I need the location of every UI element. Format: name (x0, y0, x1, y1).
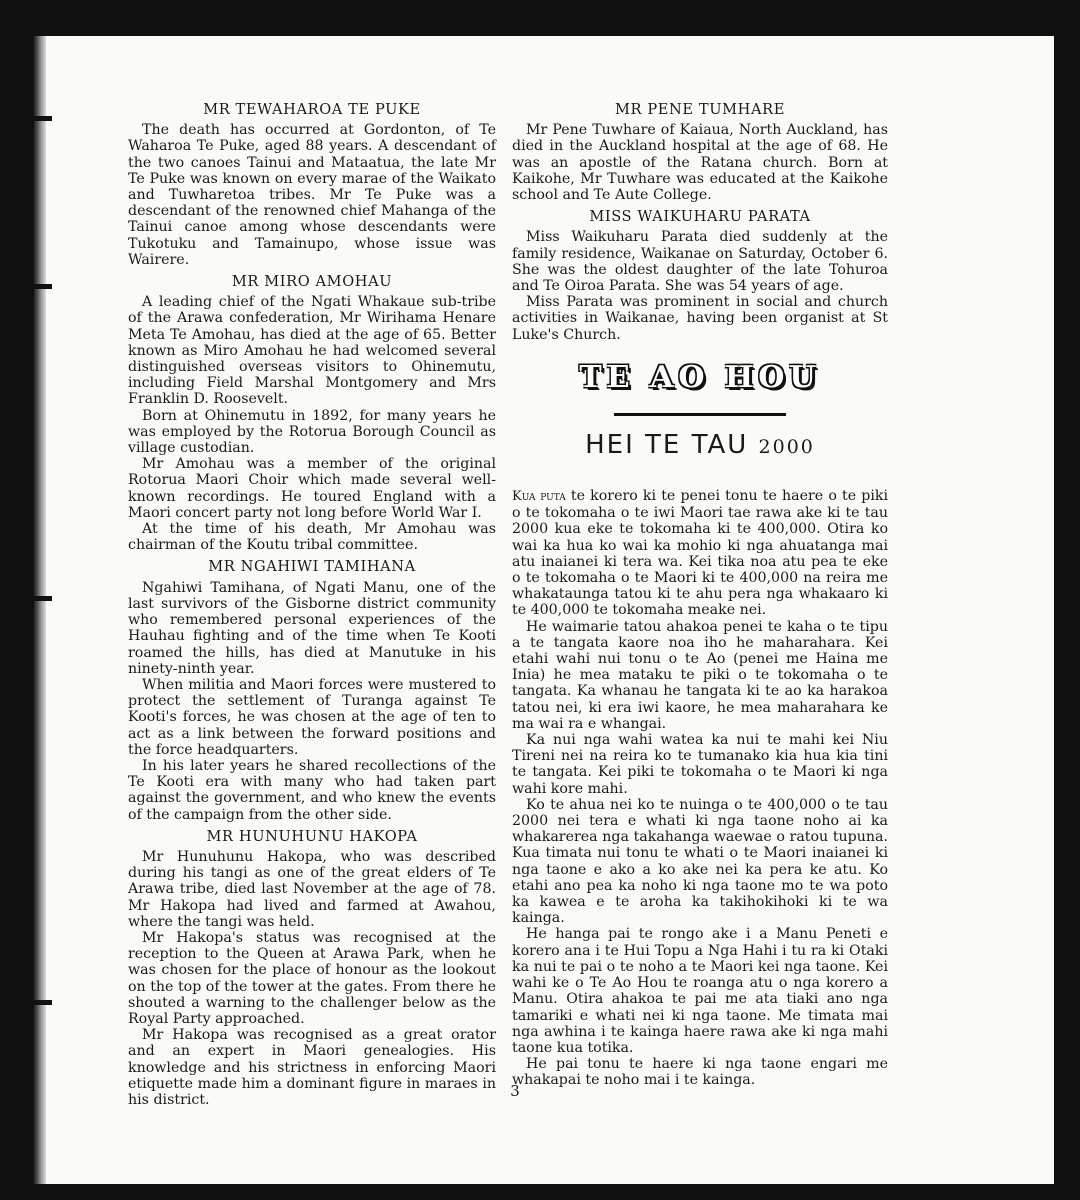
article-paragraph (512, 488, 888, 619)
lead-word: Kua puta (512, 489, 566, 504)
article-paragraph: He hanga pai te rongo ake i a Manu Peneti e korero ana i te Hui Topu a Nga Hahi i tu ra ki Otaki ka nui te pai o te noho a te Maori kei nga taone. Kei wahi ke o Te Ao Hou te roanga atu o nga korero a Manu. Otira ahakoa te pai me ata tiaki ano nga tamariki e whati nei ki nga taone. Me timata mai nga awhina i te kainga haere rawa ake ki nga mahi taone kua totika. (512, 926, 888, 1056)
obituary-heading: MR MIRO AMOHAU (231, 273, 393, 291)
headline-year: 2000 (758, 436, 815, 458)
article-paragraph: He waimarie tatou ahakoa penei te kaha o te tipu a te tangata kaore noa iho he maharahara. Kei etahi wahi nui tonu o te Ao (penei me Haina me Inia) he mea mataku te piki o te tokomaha o te tangata. Ka whanau he tangata ki te ao ka harakoa tatou nei, ki era iwi kaore, he mea maharahara ke ma wai ra e whangai. (512, 618, 888, 732)
obituary-paragraph: Mr Hunuhunu Hakopa, who was described during his tangi as one of the great elders of Te Arawa tribe, died last November at the age of 78. Mr Hakopa had lived and farmed at Awahou, where the tangi was held. (128, 848, 496, 930)
binding-edge (34, 36, 46, 1184)
obituary-heading: MR TEWAHAROA TE PUKE (203, 101, 421, 118)
lead-text: te korero ki te penei tonu te haere o te piki o te tokomaha o te iwi Maori tae rawa ake ki te tau 2000 kua eke te tokomaha ki te 400,000. Otira ko wai ka hua ko wai ka mohio ki nga ahuatanga mai atu inaianei ki tera wa. Kei tika noa atu pea te eke o te tokomaha o te Maori ki te 400,000 na reira me whakataunga tatou ki te ahu pera nga whakaaro ki te 400,000 te tokomaha meake nei. (512, 488, 888, 619)
masthead-block (512, 360, 888, 460)
binding-mark (24, 596, 52, 601)
obituary-heading: MR PENE TUMHARE (615, 101, 785, 118)
obituary-paragraph: Mr Hakopa's status was recognised at the reception to the Queen at Arawa Park, when he was chosen for the place of honour as the lookout on the top of the tower at the gates. From there he shouted a warning to the challenger below as the Royal Party approached. (128, 929, 496, 1027)
obituary-paragraph: Mr Hakopa was recognised as a great orator and an expert in Maori genealogies. His knowledge and his strictness in enforcing Maori etiquette made him a dominant figure in maraes in his district. (128, 1027, 496, 1108)
right-column (512, 96, 888, 343)
binding-mark (24, 284, 52, 289)
left-column (128, 96, 496, 1108)
article-paragraph: Ko te ahua nei ko te nuinga o te 400,000 o te tau 2000 nei tera e whati ki nga taone noho ai ka whakarerea nga takahanga waewae o ratou tupuna. Kua timata nui tonu te whati o te Maori inaianei ki nga taone e ako a ko ake nei ka pera ke atu. Ko etahi ano pea ka noho ki nga taone mo te wa poto ka kawea e te aroha ka takihokihoki ki te wa kainga. (512, 796, 888, 927)
obituary-paragraph: The death has occurred at Gordonton, of Te Waharoa Te Puke, aged 88 years. A descendant of the two canoes Tainui and Mataatua, the late Mr Te Puke was known on every marae of the Waikato and Tuwharetoa tribes. Mr Te Puke was a descendant of the renowned chief Mahanga of the Tainui canoe among whose descendants were Tukotuku and Tamainupo, whose issue was Wairere. (128, 122, 496, 268)
headline-text: HEI TE TAU (585, 430, 749, 460)
obituary-paragraph: Mr Amohau was a member of the original Rotorua Maori Choir which made several well-known recordings. He toured England with a Maori concert party not long before World War I. (128, 456, 496, 521)
article-paragraph: He pai tonu te haere ki nga taone engari me whakapai te noho mai i te kainga. (512, 1056, 888, 1089)
obituary-paragraph: Born at Ohinemutu in 1892, for many years he was employed by the Rotorua Borough Council as village custodian. (128, 407, 496, 457)
obituary-paragraph: In his later years he shared recollections of the Te Kooti era with many who had taken part against the government, and who knew the events of the campaign from the other side. (128, 757, 496, 823)
article-body (512, 488, 888, 1089)
page-number: 3 (510, 1082, 520, 1100)
article-paragraph: Ka nui nga wahi watea ka nui te mahi kei Niu Tireni nei na reira ko te tumanako kia hua kia tini te tangata. Kei piki te tokomaha o te Maori ki nga wahi kore mahi. (512, 732, 888, 797)
binding-mark (24, 116, 52, 121)
obituary-heading: MISS WAIKUHARU PARATA (589, 208, 811, 226)
obituary-paragraph: Mr Pene Tuwhare of Kaiaua, North Auckland, has died in the Auckland hospital at the age of 68. He was an apostle of the Ratana church. Born at Kaikohe, Mr Tuwhare was educated at the Kaikohe school and Te Aute College. (512, 122, 888, 204)
obituary-paragraph: At the time of his death, Mr Amohau was chairman of the Koutu tribal committee. (128, 521, 496, 554)
obituary-paragraph: Ngahiwi Tamihana, of Ngati Manu, one of the last survivors of the Gisborne district community who remembered personal experiences of the Hauhau fighting and of the time when Te Kooti roamed the hills, has died at Manutuke in his ninety-ninth year. (128, 579, 496, 677)
binding-mark (24, 1000, 52, 1005)
article-headline (512, 430, 888, 460)
obituary-heading: MR HUNUHUNU HAKOPA (206, 827, 418, 845)
obituary-heading: MR NGAHIWI TAMIHANA (208, 558, 416, 576)
obituary-paragraph: When militia and Maori forces were mustered to protect the settlement of Turanga against Te Kooti's forces, he was chosen at the age of ten to act as a link between the forward positions and the force headquarters. (128, 676, 496, 758)
obituary-paragraph: Miss Parata was prominent in social and church activities in Waikanae, having been organist at St Luke's Church. (512, 294, 888, 343)
masthead: TE AO HOU (579, 360, 821, 395)
divider (614, 413, 786, 416)
obituary-paragraph: Miss Waikuharu Parata died suddenly at the family residence, Waikanae on Saturday, October 6. She was the oldest daughter of the late Tohuroa and Te Oiroa Parata. She was 54 years of age. (512, 229, 888, 295)
obituary-paragraph: A leading chief of the Ngati Whakaue sub-tribe of the Arawa confederation, Mr Wirihama Henare Meta Te Amohau, has died at the age of 65. Better known as Miro Amohau he had welcomed several distinguished overseas visitors to Ohinemutu, including Field Marshal Montgomery and Mrs Franklin D. Roosevelt. (128, 294, 496, 408)
